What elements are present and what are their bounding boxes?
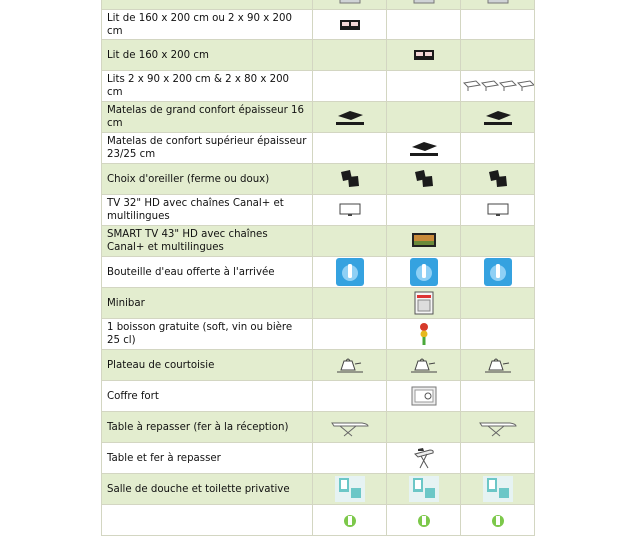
table-row [101, 288, 535, 319]
table-row [101, 412, 535, 443]
room-type-cell [313, 288, 387, 318]
room-type-cell [387, 319, 461, 349]
room-type-cell [387, 288, 461, 318]
pillow-icon [412, 168, 436, 190]
table-row [101, 195, 535, 226]
room-type-cell [313, 257, 387, 287]
room-type-cell [313, 0, 387, 9]
double-bed-icon [413, 48, 435, 62]
room-type-cell [313, 71, 387, 101]
amenity-label: 1 boisson gratuite (soft, vin ou bière 25 cl) [101, 319, 313, 349]
room-type-cell [461, 319, 535, 349]
pillow-icon [338, 168, 362, 190]
room-type-cell [461, 195, 535, 225]
amenity-label [101, 505, 313, 535]
shower-icon [483, 476, 513, 502]
amenity-label: Matelas de grand confort épaisseur 16 cm [101, 102, 313, 132]
room-type-cell [461, 505, 535, 535]
mattress-icon [409, 138, 439, 158]
amenity-label: TV 32" HD avec chaînes Canal+ et multilingues [101, 195, 313, 225]
ironing-board-icon [478, 416, 518, 438]
toiletries-icon [411, 513, 437, 527]
table-row [101, 133, 535, 164]
room-type-cell [461, 164, 535, 194]
minibar-icon [413, 291, 435, 315]
table-row [101, 0, 535, 10]
room-type-cell [461, 133, 535, 163]
room-type-cell [461, 288, 535, 318]
bed-icon [486, 0, 510, 6]
table-row [101, 71, 535, 102]
room-type-cell [461, 0, 535, 9]
mattress-icon [335, 107, 365, 127]
pillow-icon [486, 168, 510, 190]
room-type-cell [387, 40, 461, 70]
amenity-label: Bouteille d'eau offerte à l'arrivée [101, 257, 313, 287]
room-type-cell [313, 443, 387, 473]
bed-icon [338, 0, 362, 6]
table-row [101, 381, 535, 412]
room-type-cell [313, 412, 387, 442]
kettle-tray-icon [483, 354, 513, 376]
water-bottle-icon [410, 258, 438, 286]
room-type-cell [313, 10, 387, 39]
room-type-cell [461, 412, 535, 442]
room-type-cell [387, 412, 461, 442]
room-type-cell [461, 10, 535, 39]
safe-icon [411, 386, 437, 406]
room-type-cell [313, 40, 387, 70]
room-type-cell [387, 71, 461, 101]
table-row [101, 164, 535, 195]
table-row [101, 505, 535, 536]
mattress-icon [483, 107, 513, 127]
room-type-cell [313, 226, 387, 256]
twin-beds-icon [462, 77, 534, 95]
room-type-cell [387, 505, 461, 535]
amenity-label: Choix d'oreiller (ferme ou doux) [101, 164, 313, 194]
room-type-cell [313, 164, 387, 194]
room-type-cell [461, 40, 535, 70]
amenity-label [101, 0, 313, 9]
amenity-label: Table et fer à repasser [101, 443, 313, 473]
table-row [101, 319, 535, 350]
amenity-label: Plateau de courtoisie [101, 350, 313, 380]
kettle-tray-icon [335, 354, 365, 376]
water-bottle-icon [484, 258, 512, 286]
room-type-cell [387, 226, 461, 256]
table-row [101, 102, 535, 133]
table-row [101, 443, 535, 474]
room-type-cell [313, 381, 387, 411]
double-bed-icon [339, 18, 361, 32]
room-type-cell [387, 10, 461, 39]
drink-icon [418, 322, 430, 346]
water-bottle-icon [336, 258, 364, 286]
amenity-label: Coffre fort [101, 381, 313, 411]
room-type-cell [387, 133, 461, 163]
room-type-cell [461, 443, 535, 473]
room-type-cell [313, 505, 387, 535]
tv-icon [487, 203, 509, 217]
amenity-label: SMART TV 43" HD avec chaînes Canal+ et multilingues [101, 226, 313, 256]
table-row [101, 257, 535, 288]
room-type-cell [387, 102, 461, 132]
bed-icon [412, 0, 436, 6]
room-type-cell [461, 381, 535, 411]
table-row [101, 350, 535, 381]
amenities-table [101, 0, 535, 536]
room-type-cell [461, 257, 535, 287]
amenity-label: Lit de 160 x 200 cm [101, 40, 313, 70]
amenity-label: Minibar [101, 288, 313, 318]
iron-and-board-icon [412, 446, 436, 470]
room-type-cell [313, 102, 387, 132]
room-type-cell [387, 350, 461, 380]
room-type-cell [313, 133, 387, 163]
room-type-cell [461, 350, 535, 380]
room-type-cell [313, 319, 387, 349]
amenity-label: Table à repasser (fer à la réception) [101, 412, 313, 442]
room-type-cell [313, 350, 387, 380]
table-row [101, 474, 535, 505]
table-row [101, 226, 535, 257]
table-row [101, 10, 535, 40]
toiletries-icon [337, 513, 363, 527]
room-type-cell [387, 164, 461, 194]
amenity-label: Matelas de confort supérieur épaisseur 23/25 cm [101, 133, 313, 163]
amenity-label: Lits 2 x 90 x 200 cm & 2 x 80 x 200 cm [101, 71, 313, 101]
smart-tv-icon [411, 232, 437, 250]
room-type-cell [387, 257, 461, 287]
room-type-cell [387, 0, 461, 9]
amenity-label: Lit de 160 x 200 cm ou 2 x 90 x 200 cm [101, 10, 313, 39]
shower-icon [335, 476, 365, 502]
room-type-cell [461, 102, 535, 132]
room-type-cell [387, 443, 461, 473]
tv-icon [339, 203, 361, 217]
room-type-cell [387, 195, 461, 225]
room-type-cell [313, 195, 387, 225]
amenity-label: Salle de douche et toilette privative [101, 474, 313, 504]
table-row [101, 40, 535, 71]
room-type-cell [461, 226, 535, 256]
kettle-tray-icon [409, 354, 439, 376]
room-type-cell [387, 381, 461, 411]
toiletries-icon [485, 513, 511, 527]
room-type-cell [461, 71, 535, 101]
shower-icon [409, 476, 439, 502]
ironing-board-icon [330, 416, 370, 438]
